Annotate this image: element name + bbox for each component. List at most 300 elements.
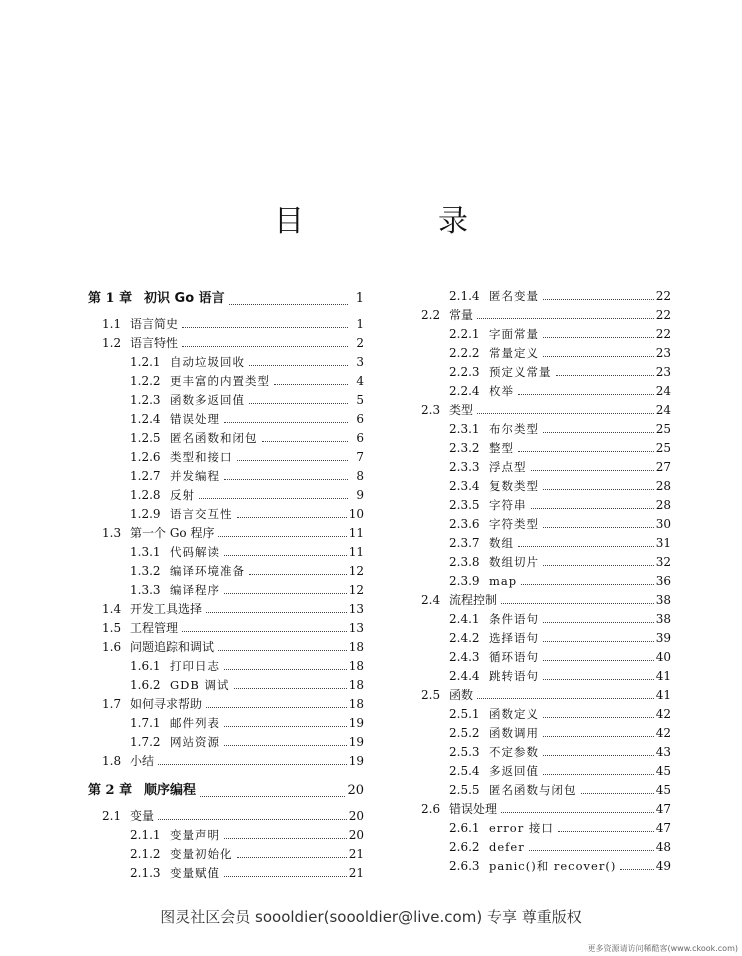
toc-entry-sub[interactable] xyxy=(88,714,364,733)
toc-entry-sub[interactable] xyxy=(407,724,671,743)
dot-leader xyxy=(543,660,654,661)
dot-leader xyxy=(531,470,654,471)
toc-entry-chapter[interactable] xyxy=(88,779,364,803)
dot-leader xyxy=(249,365,348,366)
toc-entry-title: 跳转语句 xyxy=(489,669,539,683)
toc-entry-number: 2.6.3 xyxy=(449,859,480,873)
toc-entry-sub[interactable] xyxy=(407,648,671,667)
toc-entry-title: 邮件列表 xyxy=(170,716,220,730)
dot-leader xyxy=(501,812,654,813)
toc-entry-title: 变量初始化 xyxy=(170,847,233,861)
toc-entry-title: 错误处理 xyxy=(170,412,220,426)
toc-entry-page: 45 xyxy=(655,783,671,797)
dot-leader xyxy=(501,603,654,604)
toc-entry-title: 错误处理 xyxy=(449,802,498,816)
dot-leader xyxy=(158,819,347,820)
toc-entry-chapter[interactable] xyxy=(88,287,364,311)
toc-entry-title: 代码解读 xyxy=(170,545,220,559)
toc-entry-number: 2.1.2 xyxy=(130,847,161,861)
toc-entry-title: 选择语句 xyxy=(489,631,539,645)
dot-leader xyxy=(224,593,347,594)
toc-entry-page: 27 xyxy=(655,460,671,474)
toc-entry-section[interactable] xyxy=(88,695,364,714)
dot-leader xyxy=(224,726,347,727)
dot-leader xyxy=(543,755,654,756)
toc-entry-page: 3 xyxy=(356,355,364,369)
dot-leader xyxy=(558,831,654,832)
toc-entry-title: 开发工具选择 xyxy=(130,602,203,616)
toc-entry-number: 第 1 章 xyxy=(88,291,133,306)
toc-entry-page: 8 xyxy=(356,469,364,483)
toc-entry-sub[interactable] xyxy=(407,743,671,762)
toc-entry-sub[interactable] xyxy=(407,477,671,496)
toc-entry-page: 11 xyxy=(348,545,364,559)
toc-entry-section[interactable] xyxy=(88,807,364,826)
toc-entry-title: 浮点型 xyxy=(489,460,527,474)
copyright-footer: 图灵社区会员 soooldier(soooldier@live.com) 专享 尊重版权 xyxy=(160,908,582,926)
dot-leader xyxy=(543,489,654,490)
toc-entry-number: 1.3.3 xyxy=(130,583,161,597)
dot-leader xyxy=(182,327,348,328)
dot-leader xyxy=(543,337,654,338)
toc-entry-number: 1.5 xyxy=(102,621,122,635)
toc-entry-page: 19 xyxy=(348,735,364,749)
toc-entry-sub[interactable] xyxy=(407,667,671,686)
toc-entry-page: 38 xyxy=(655,593,671,607)
toc-entry-sub[interactable] xyxy=(88,429,364,448)
toc-entry-page: 20 xyxy=(348,828,364,842)
toc-entry-number: 1.3.2 xyxy=(130,564,161,578)
toc-entry-number: 2.2 xyxy=(421,308,441,322)
toc-entry-title: 多返回值 xyxy=(489,764,539,778)
dot-leader xyxy=(158,764,347,765)
toc-entry-title: map xyxy=(489,574,518,588)
dot-leader xyxy=(521,584,654,585)
toc-entry-sub[interactable] xyxy=(88,505,364,524)
toc-entry-section[interactable] xyxy=(407,306,671,325)
toc-entry-sub[interactable] xyxy=(88,733,364,752)
toc-entry-page: 20 xyxy=(347,783,364,798)
dot-leader xyxy=(543,565,654,566)
dot-leader xyxy=(218,536,346,537)
toc-entry-page: 31 xyxy=(655,536,671,550)
toc-entry-page: 22 xyxy=(655,289,671,303)
dot-leader xyxy=(543,717,654,718)
toc-entry-sub[interactable] xyxy=(88,676,364,695)
toc-entry-number: 1.2.5 xyxy=(130,431,161,445)
toc-entry-sub[interactable] xyxy=(407,629,671,648)
toc-entry-page: 23 xyxy=(655,365,671,379)
toc-entry-title: 小结 xyxy=(130,754,155,768)
toc-entry-page: 25 xyxy=(655,441,671,455)
toc-entry-number: 1.1 xyxy=(102,317,122,331)
toc-entry-number: 1.2 xyxy=(102,336,122,350)
toc-entry-title: 数组切片 xyxy=(489,555,539,569)
toc-entry-title: 编译环境准备 xyxy=(170,564,245,578)
toc-entry-sub[interactable] xyxy=(88,410,364,429)
toc-entry-number: 2.6.2 xyxy=(449,840,480,854)
dot-leader xyxy=(556,375,654,376)
dot-leader xyxy=(529,850,654,851)
toc-entry-page: 41 xyxy=(655,688,671,702)
toc-entry-page: 10 xyxy=(348,507,364,521)
dot-leader xyxy=(518,546,654,547)
toc-entry-number: 1.2.9 xyxy=(130,507,161,521)
page-title: 目 录 xyxy=(274,204,520,239)
toc-entry-number: 1.6.1 xyxy=(130,659,161,673)
toc-entry-sub[interactable] xyxy=(407,553,671,572)
toc-entry-title: 字符类型 xyxy=(489,517,539,531)
toc-entry-page: 12 xyxy=(348,583,364,597)
toc-entry-page: 19 xyxy=(348,754,364,768)
toc-entry-number: 1.3.1 xyxy=(130,545,161,559)
toc-entry-page: 19 xyxy=(348,716,364,730)
toc-entry-number: 2.3.7 xyxy=(449,536,480,550)
toc-entry-sub[interactable] xyxy=(407,819,671,838)
toc-entry-title: 匿名函数与闭包 xyxy=(489,783,577,797)
toc-entry-sub[interactable] xyxy=(407,762,671,781)
toc-entry-section[interactable] xyxy=(88,524,364,543)
dot-leader xyxy=(543,641,654,642)
dot-leader xyxy=(477,318,654,319)
toc-entry-sub[interactable] xyxy=(407,515,671,534)
watermark-text: 更多资源请访问稀酷客(www.ckook.com) xyxy=(587,944,738,953)
toc-entry-title: 枚举 xyxy=(489,384,514,398)
toc-entry-title: 工程管理 xyxy=(130,621,179,635)
toc-entry-section[interactable] xyxy=(88,334,364,353)
toc-entry-sub[interactable] xyxy=(407,705,671,724)
toc-entry-number: 2.5.3 xyxy=(449,745,480,759)
toc-entry-number: 2.3.3 xyxy=(449,460,480,474)
toc-entry-number: 2.4.1 xyxy=(449,612,480,626)
toc-entry-title: 初识 Go 语言 xyxy=(144,291,225,306)
dot-leader xyxy=(237,857,347,858)
toc-entry-page: 4 xyxy=(356,374,364,388)
dot-leader xyxy=(224,479,348,480)
toc-entry-sub[interactable] xyxy=(407,534,671,553)
toc-entry-page: 18 xyxy=(348,659,364,673)
toc-entry-section[interactable] xyxy=(88,619,364,638)
toc-entry-number: 2.3.1 xyxy=(449,422,480,436)
toc-entry-title: 打印日志 xyxy=(170,659,220,673)
toc-entry-sub[interactable] xyxy=(88,467,364,486)
toc-entry-page: 1 xyxy=(356,317,364,331)
toc-entry-title: 匿名变量 xyxy=(489,289,539,303)
dot-leader xyxy=(477,698,654,699)
dot-leader xyxy=(620,869,653,870)
toc-entry-page: 21 xyxy=(348,866,364,880)
toc-entry-page: 25 xyxy=(655,422,671,436)
toc-entry-page: 13 xyxy=(348,602,364,616)
toc-entry-page: 9 xyxy=(356,488,364,502)
toc-entry-number: 第 2 章 xyxy=(88,783,133,798)
dot-leader xyxy=(237,517,347,518)
toc-entry-number: 1.6.2 xyxy=(130,678,161,692)
dot-leader xyxy=(224,422,348,423)
dot-leader xyxy=(262,441,349,442)
toc-entry-sub[interactable] xyxy=(407,363,671,382)
toc-entry-title: 循环语句 xyxy=(489,650,539,664)
toc-entry-number: 2.3.4 xyxy=(449,479,480,493)
toc-entry-sub[interactable] xyxy=(407,344,671,363)
dot-leader xyxy=(224,838,347,839)
dot-leader xyxy=(224,745,347,746)
toc-entry-sub[interactable] xyxy=(88,372,364,391)
toc-entry-title: 变量赋值 xyxy=(170,866,220,880)
toc-entry-number: 2.2.3 xyxy=(449,365,480,379)
toc-entry-page: 11 xyxy=(348,526,364,540)
toc-entry-sub[interactable] xyxy=(407,781,671,800)
toc-entry-number: 2.2.2 xyxy=(449,346,480,360)
toc-entry-page: 18 xyxy=(348,640,364,654)
toc-entry-page: 28 xyxy=(655,498,671,512)
toc-entry-title: 类型 xyxy=(449,403,474,417)
toc-entry-sub[interactable] xyxy=(407,325,671,344)
dot-leader xyxy=(218,650,347,651)
toc-entry-page: 23 xyxy=(655,346,671,360)
toc-entry-page: 13 xyxy=(348,621,364,635)
toc-entry-number: 1.2.8 xyxy=(130,488,161,502)
toc-entry-number: 2.4.3 xyxy=(449,650,480,664)
toc-entry-title: 函数 xyxy=(449,688,474,702)
toc-entry-title: 字符串 xyxy=(489,498,527,512)
toc-entry-page: 1 xyxy=(355,291,364,306)
toc-entry-title: 并发编程 xyxy=(170,469,220,483)
dot-leader xyxy=(224,555,347,556)
toc-entry-section[interactable] xyxy=(407,800,671,819)
toc-entry-number: 2.3.5 xyxy=(449,498,480,512)
toc-entry-number: 1.7.1 xyxy=(130,716,161,730)
dot-leader xyxy=(543,736,654,737)
toc-entry-title: error 接口 xyxy=(489,821,554,835)
dot-leader xyxy=(543,299,654,300)
toc-entry-title: 类型和接口 xyxy=(170,450,233,464)
toc-entry-title: 流程控制 xyxy=(449,593,498,607)
toc-entry-title: 函数定义 xyxy=(489,707,539,721)
dot-leader xyxy=(543,356,654,357)
toc-entry-page: 5 xyxy=(356,393,364,407)
toc-entry-page: 22 xyxy=(655,308,671,322)
toc-entry-page: 45 xyxy=(655,764,671,778)
toc-entry-sub[interactable] xyxy=(407,496,671,515)
toc-entry-page: 42 xyxy=(655,707,671,721)
toc-entry-title: 变量 xyxy=(130,809,155,823)
dot-leader xyxy=(249,574,347,575)
dot-leader xyxy=(249,403,348,404)
toc-entry-page: 40 xyxy=(655,650,671,664)
toc-entry-title: 语言特性 xyxy=(130,336,179,350)
toc-entry-sub[interactable] xyxy=(88,562,364,581)
toc-entry-title: 编译程序 xyxy=(170,583,220,597)
toc-entry-title: 语言简史 xyxy=(130,317,179,331)
toc-entry-title: 函数调用 xyxy=(489,726,539,740)
dot-leader xyxy=(234,688,347,689)
dot-leader xyxy=(182,346,348,347)
toc-entry-title: 顺序编程 xyxy=(144,783,197,798)
dot-leader xyxy=(224,876,347,877)
toc-entry-sub[interactable] xyxy=(88,864,364,883)
toc-entry-page: 18 xyxy=(348,697,364,711)
toc-entry-number: 2.5 xyxy=(421,688,441,702)
toc-entry-page: 30 xyxy=(655,517,671,531)
toc-entry-title: defer xyxy=(489,840,525,854)
toc-entry-page: 43 xyxy=(655,745,671,759)
toc-entry-number: 1.2.4 xyxy=(130,412,161,426)
dot-leader xyxy=(206,612,347,613)
toc-entry-number: 1.4 xyxy=(102,602,122,616)
toc-entry-number: 2.5.2 xyxy=(449,726,480,740)
dot-leader xyxy=(543,679,654,680)
toc-entry-number: 1.7.2 xyxy=(130,735,161,749)
dot-leader xyxy=(182,631,347,632)
toc-entry-sub[interactable] xyxy=(88,826,364,845)
dot-leader xyxy=(274,384,348,385)
toc-entry-page: 41 xyxy=(655,669,671,683)
toc-entry-section[interactable] xyxy=(88,752,364,771)
toc-entry-sub[interactable] xyxy=(88,543,364,562)
toc-entry-number: 2.3.2 xyxy=(449,441,480,455)
toc-entry-page: 38 xyxy=(655,612,671,626)
dot-leader xyxy=(518,394,654,395)
toc-entry-sub[interactable] xyxy=(88,657,364,676)
toc-entry-title: 匿名函数和闭包 xyxy=(170,431,258,445)
toc-entry-number: 2.6.1 xyxy=(449,821,480,835)
toc-entry-page: 28 xyxy=(655,479,671,493)
toc-entry-page: 36 xyxy=(655,574,671,588)
toc-entry-number: 2.5.4 xyxy=(449,764,480,778)
toc-entry-page: 7 xyxy=(356,450,364,464)
toc-entry-title: 如何寻求帮助 xyxy=(130,697,203,711)
dot-leader xyxy=(237,460,349,461)
toc-entry-title: 预定义常量 xyxy=(489,365,552,379)
toc-entry-title: 数组 xyxy=(489,536,514,550)
toc-entry-sub[interactable] xyxy=(407,420,671,439)
toc-entry-title: 语言交互性 xyxy=(170,507,233,521)
toc-entry-number: 2.5.5 xyxy=(449,783,480,797)
dot-leader xyxy=(543,527,654,528)
dot-leader xyxy=(199,498,348,499)
toc-entry-page: 20 xyxy=(348,809,364,823)
toc-entry-page: 48 xyxy=(655,840,671,854)
toc-entry-number: 1.6 xyxy=(102,640,122,654)
toc-entry-title: 网站资源 xyxy=(170,735,220,749)
toc-entry-title: 自动垃圾回收 xyxy=(170,355,245,369)
toc-entry-sub[interactable] xyxy=(407,458,671,477)
toc-entry-section[interactable] xyxy=(88,600,364,619)
toc-entry-title: 反射 xyxy=(170,488,195,502)
toc-entry-number: 1.3 xyxy=(102,526,122,540)
toc-entry-page: 12 xyxy=(348,564,364,578)
toc-entry-number: 2.1.4 xyxy=(449,289,480,303)
toc-entry-sub[interactable] xyxy=(407,287,671,306)
toc-entry-sub[interactable] xyxy=(407,610,671,629)
toc-entry-page: 24 xyxy=(655,403,671,417)
dot-leader xyxy=(477,413,654,414)
toc-entry-number: 2.4.2 xyxy=(449,631,480,645)
dot-leader xyxy=(581,793,654,794)
toc-entry-number: 1.2.3 xyxy=(130,393,161,407)
toc-entry-sub[interactable] xyxy=(88,448,364,467)
toc-entry-page: 18 xyxy=(348,678,364,692)
toc-entry-number: 2.2.4 xyxy=(449,384,480,398)
toc-entry-sub[interactable] xyxy=(407,857,671,876)
toc-entry-title: 条件语句 xyxy=(489,612,539,626)
toc-entry-number: 1.2.1 xyxy=(130,355,161,369)
toc-entry-section[interactable] xyxy=(88,638,364,657)
toc-entry-sub[interactable] xyxy=(88,845,364,864)
toc-entry-page: 47 xyxy=(655,802,671,816)
dot-leader xyxy=(200,796,345,797)
toc-entry-page: 32 xyxy=(655,555,671,569)
toc-entry-sub[interactable] xyxy=(407,572,671,591)
toc-entry-sub[interactable] xyxy=(88,581,364,600)
toc-entry-page: 21 xyxy=(348,847,364,861)
toc-entry-number: 2.1.1 xyxy=(130,828,161,842)
toc-entry-section[interactable] xyxy=(407,591,671,610)
toc-entry-number: 1.2.2 xyxy=(130,374,161,388)
toc-entry-number: 2.1 xyxy=(102,809,122,823)
toc-entry-title: panic()和 recover() xyxy=(489,859,617,873)
toc-entry-title: 函数多返回值 xyxy=(170,393,245,407)
dot-leader xyxy=(531,508,654,509)
toc-entry-number: 1.2.7 xyxy=(130,469,161,483)
toc-entry-page: 6 xyxy=(356,412,364,426)
toc-entry-number: 2.3 xyxy=(421,403,441,417)
toc-entry-section[interactable] xyxy=(407,401,671,420)
toc-entry-sub[interactable] xyxy=(407,439,671,458)
toc-entry-number: 1.2.6 xyxy=(130,450,161,464)
toc-entry-title: GDB 调试 xyxy=(170,678,230,692)
toc-entry-page: 39 xyxy=(655,631,671,645)
dot-leader xyxy=(543,774,654,775)
toc-entry-number: 2.3.6 xyxy=(449,517,480,531)
toc-entry-section[interactable] xyxy=(88,315,364,334)
toc-entry-sub[interactable] xyxy=(407,838,671,857)
toc-left-column xyxy=(88,287,364,883)
toc-entry-title: 常量 xyxy=(449,308,474,322)
toc-entry-page: 47 xyxy=(655,821,671,835)
toc-entry-number: 2.2.1 xyxy=(449,327,480,341)
toc-entry-title: 不定参数 xyxy=(489,745,539,759)
toc-entry-number: 2.4.4 xyxy=(449,669,480,683)
toc-entry-sub[interactable] xyxy=(88,353,364,372)
dot-leader xyxy=(543,432,654,433)
toc-entry-title: 常量定义 xyxy=(489,346,539,360)
dot-leader xyxy=(543,622,654,623)
toc-entry-sub[interactable] xyxy=(407,382,671,401)
toc-entry-title: 变量声明 xyxy=(170,828,220,842)
toc-entry-page: 24 xyxy=(655,384,671,398)
toc-entry-number: 2.1.3 xyxy=(130,866,161,880)
toc-entry-section[interactable] xyxy=(407,686,671,705)
dot-leader xyxy=(206,707,347,708)
dot-leader xyxy=(224,669,347,670)
toc-right-column xyxy=(407,287,671,876)
toc-entry-page: 22 xyxy=(655,327,671,341)
toc-entry-sub[interactable] xyxy=(88,486,364,505)
toc-entry-title: 复数类型 xyxy=(489,479,539,493)
toc-entry-number: 1.7 xyxy=(102,697,122,711)
dot-leader xyxy=(518,451,654,452)
toc-entry-title: 第一个 Go 程序 xyxy=(130,526,215,540)
toc-entry-number: 2.5.1 xyxy=(449,707,480,721)
toc-entry-page: 2 xyxy=(356,336,364,350)
toc-entry-page: 42 xyxy=(655,726,671,740)
toc-entry-title: 更丰富的内置类型 xyxy=(170,374,270,388)
toc-entry-sub[interactable] xyxy=(88,391,364,410)
toc-entry-title: 整型 xyxy=(489,441,514,455)
toc-entry-title: 字面常量 xyxy=(489,327,539,341)
